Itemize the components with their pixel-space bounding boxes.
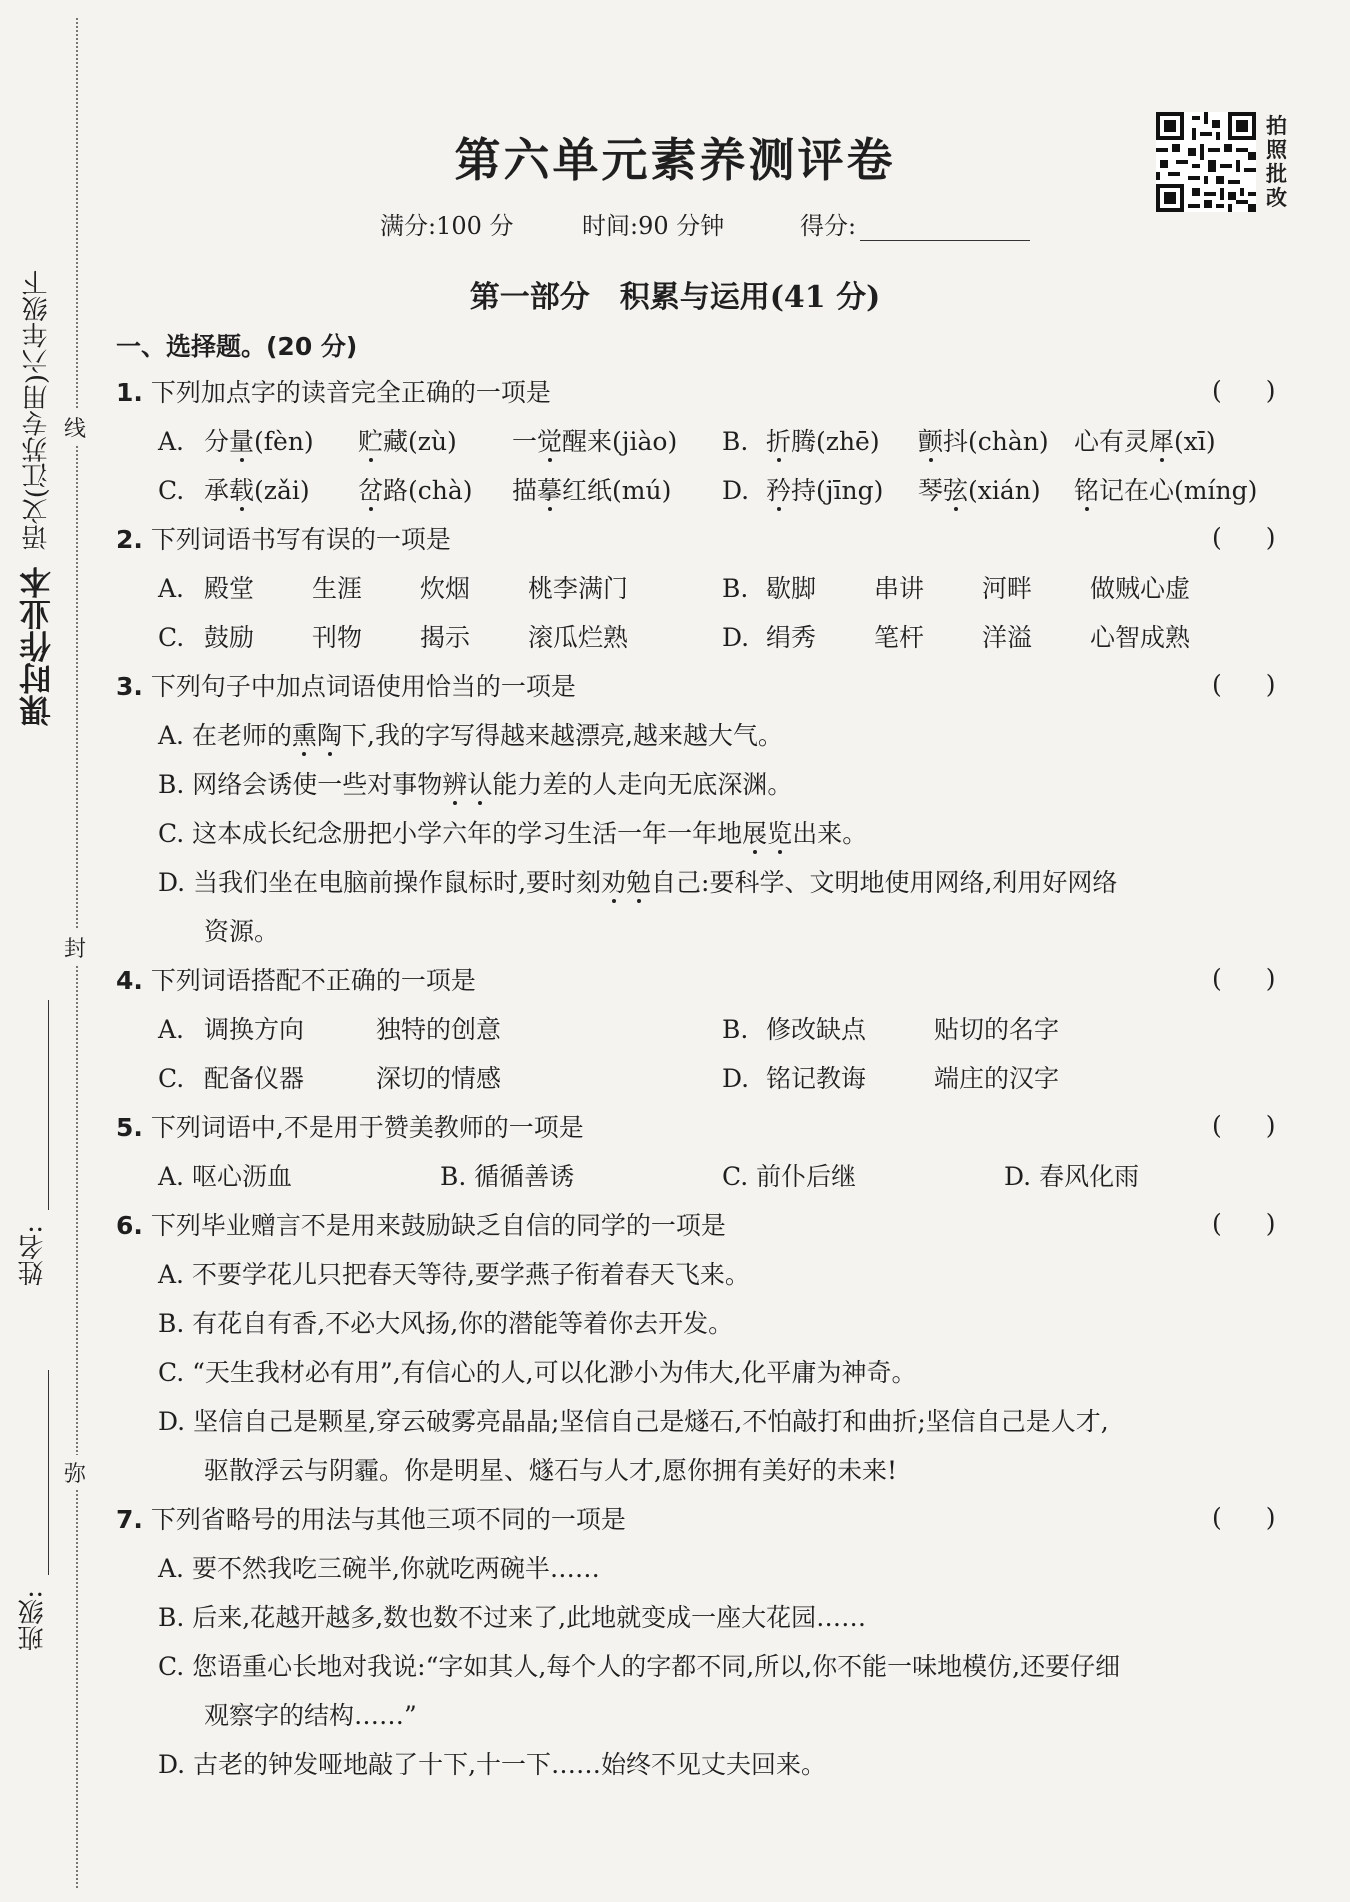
option-5a[interactable]: A. 呕心沥血 (158, 1162, 292, 1191)
option-5c[interactable]: C. 前仆后继 (722, 1162, 857, 1191)
question-7-stem: 7. 下列省略号的用法与其他三项不同的一项是 (116, 1505, 626, 1534)
option-7c[interactable]: C. 您语重心长地对我说:“字如其人,每个人的字都不同,所以,你不能一味地模仿,还要仔细 (158, 1652, 1121, 1681)
option-3c[interactable]: C. 这本成长纪念册把小学六年的学习生活一年一年地展览出来。 (158, 819, 868, 848)
option-6b[interactable]: B. 有花自有香,不必大风扬,你的潜能等着你去开发。 (158, 1309, 734, 1338)
option-4b-phrase-1: 修改缺点 (766, 1015, 867, 1044)
option-2c[interactable]: C. (158, 623, 185, 652)
option-1a[interactable]: A. (158, 427, 185, 456)
option-1a-word-3: 一觉醒来(jiào) (512, 427, 678, 456)
cut-mark-seal-2: 弥 (64, 1455, 86, 1490)
option-3a[interactable]: A. 在老师的熏陶下,我的字写得越来越漂亮,越来越大气。 (158, 721, 783, 750)
answer-blank-7[interactable]: () (1212, 1503, 1320, 1532)
score-blank[interactable] (860, 218, 1030, 241)
class-field[interactable] (48, 1370, 49, 1575)
option-2c-word-1: 鼓励 (204, 623, 255, 652)
question-3-stem: 3. 下列句子中加点词语使用恰当的一项是 (116, 672, 576, 701)
option-2a-word-3: 炊烟 (420, 574, 471, 603)
option-7c-continued: 观察字的结构……” (204, 1701, 417, 1730)
score-field (800, 206, 1030, 241)
option-3b[interactable]: B. 网络会诱使一些对事物辨认能力差的人走向无底深渊。 (158, 770, 793, 799)
question-4-stem: 4. 下列词语搭配不正确的一项是 (116, 966, 476, 995)
part-one-title: 第一部分 积累与运用(41 分) (469, 280, 881, 315)
option-3d-continued: 资源。 (204, 917, 280, 946)
option-5d[interactable]: D. 春风化雨 (1004, 1162, 1140, 1191)
option-1c[interactable]: C. (158, 476, 185, 505)
option-2d-word-2: 笔杆 (874, 623, 925, 652)
option-4d[interactable]: D. (722, 1064, 750, 1093)
option-5b[interactable]: B. 循循善诱 (440, 1162, 575, 1191)
option-1c-word-2: 岔路(chà) (358, 476, 473, 505)
score-label: 得分: (800, 212, 857, 240)
question-5-stem: 5. 下列词语中,不是用于赞美教师的一项是 (116, 1113, 584, 1142)
option-3d[interactable]: D. 当我们坐在电脑前操作鼠标时,要时刻劝勉自己:要科学、文明地使用网络,利用好网络 (158, 868, 1118, 897)
name-field[interactable] (48, 1000, 49, 1210)
answer-blank-3[interactable]: () (1212, 670, 1320, 699)
option-2b-word-3: 河畔 (982, 574, 1033, 603)
option-7d[interactable]: D. 古老的钟发哑地敲了十下,十一下……始终不见丈夫回来。 (158, 1750, 827, 1779)
option-6d[interactable]: D. 坚信自己是颗星,穿云破雾亮晶晶;坚信自己是燧石,不怕敲打和曲折;坚信自己是人才, (158, 1407, 1109, 1436)
question-6-stem: 6. 下列毕业赠言不是用来鼓励缺乏自信的同学的一项是 (116, 1211, 726, 1240)
class-label: 班级: (18, 1590, 48, 1651)
qr-caption: 拍 照 批 改 (1266, 114, 1287, 210)
option-6d-continued: 驱散浮云与阴霾。你是明星、燧石与人才,愿你拥有美好的未来! (204, 1456, 897, 1485)
series-name: 语文(江苏专用)六年级下 (22, 270, 52, 551)
option-2b-word-1: 歇脚 (766, 574, 817, 603)
section-title: 一、选择题。(20 分) (116, 332, 358, 361)
option-7a[interactable]: A. 要不然我吃三碗半,你就吃两碗半…… (158, 1554, 600, 1583)
name-label: 姓名: (18, 1225, 48, 1286)
qr-code-icon[interactable] (1156, 112, 1256, 212)
full-score: 满分:100 分 (380, 212, 514, 240)
option-2c-word-3: 揭示 (420, 623, 471, 652)
exam-time: 时间:90 分钟 (582, 212, 725, 240)
answer-blank-5[interactable]: () (1212, 1111, 1320, 1140)
option-4d-phrase-2: 端庄的汉字 (934, 1064, 1060, 1093)
option-2d-word-1: 绢秀 (766, 623, 817, 652)
option-1b-word-1: 折腾(zhē) (766, 427, 880, 456)
option-1c-word-3: 描摹红纸(mú) (512, 476, 672, 505)
option-2a[interactable]: A. (158, 574, 185, 603)
option-2d[interactable]: D. (722, 623, 750, 652)
option-1c-word-1: 承载(zǎi) (204, 476, 310, 505)
option-6c[interactable]: C. “天生我材必有用”,有信心的人,可以化渺小为伟大,化平庸为神奇。 (158, 1358, 917, 1387)
option-4b[interactable]: B. (722, 1015, 749, 1044)
option-2a-word-1: 殿堂 (204, 574, 255, 603)
option-7b[interactable]: B. 后来,花越开越多,数也数不过来了,此地就变成一座大花园…… (158, 1603, 867, 1632)
answer-blank-2[interactable]: () (1212, 523, 1320, 552)
cut-mark-seal: 封 (64, 930, 86, 965)
option-4d-phrase-1: 铭记教诲 (766, 1064, 867, 1093)
option-4c[interactable]: C. (158, 1064, 185, 1093)
option-4a-phrase-2: 独特的创意 (376, 1015, 502, 1044)
brand-name: 课时作业本 (18, 566, 56, 727)
option-4b-phrase-2: 贴切的名字 (934, 1015, 1060, 1044)
option-2a-word-2: 生涯 (312, 574, 363, 603)
option-2d-word-4: 心智成熟 (1090, 623, 1191, 652)
option-4a-phrase-1: 调换方向 (204, 1015, 305, 1044)
option-1d-word-1: 矜持(jīng) (766, 476, 884, 505)
option-6a[interactable]: A. 不要学花儿只把春天等待,要学燕子衔着春天飞来。 (158, 1260, 750, 1289)
answer-blank-6[interactable]: () (1212, 1209, 1320, 1238)
option-4a[interactable]: A. (158, 1015, 185, 1044)
option-2c-word-2: 刊物 (312, 623, 363, 652)
option-1d-word-2: 琴弦(xián) (918, 476, 1041, 505)
page-title: 第六单元素养测评卷 (454, 133, 896, 187)
answer-blank-1[interactable]: () (1212, 376, 1320, 405)
option-1d-word-3: 铭记在心(míng) (1074, 476, 1258, 505)
option-1d[interactable]: D. (722, 476, 750, 505)
option-2a-word-4: 桃李满门 (528, 574, 629, 603)
option-4c-phrase-1: 配备仪器 (204, 1064, 305, 1093)
question-2-stem: 2. 下列词语书写有误的一项是 (116, 525, 451, 554)
option-1a-word-2: 贮藏(zù) (358, 427, 457, 456)
series-label (14, 270, 60, 727)
option-2b-word-2: 串讲 (874, 574, 925, 603)
option-1a-word-1: 分量(fèn) (204, 427, 314, 456)
option-1b[interactable]: B. (722, 427, 749, 456)
question-1-stem: 1. 下列加点字的读音完全正确的一项是 (116, 378, 551, 407)
option-1b-word-3: 心有灵犀(xī) (1074, 427, 1216, 456)
option-1b-word-2: 颤抖(chàn) (918, 427, 1049, 456)
answer-blank-4[interactable]: () (1212, 964, 1320, 993)
option-2b[interactable]: B. (722, 574, 749, 603)
option-2d-word-3: 洋溢 (982, 623, 1033, 652)
cut-mark-line: 线 (64, 410, 86, 445)
option-2c-word-4: 滚瓜烂熟 (528, 623, 629, 652)
option-2b-word-4: 做贼心虚 (1090, 574, 1191, 603)
option-4c-phrase-2: 深切的情感 (376, 1064, 502, 1093)
